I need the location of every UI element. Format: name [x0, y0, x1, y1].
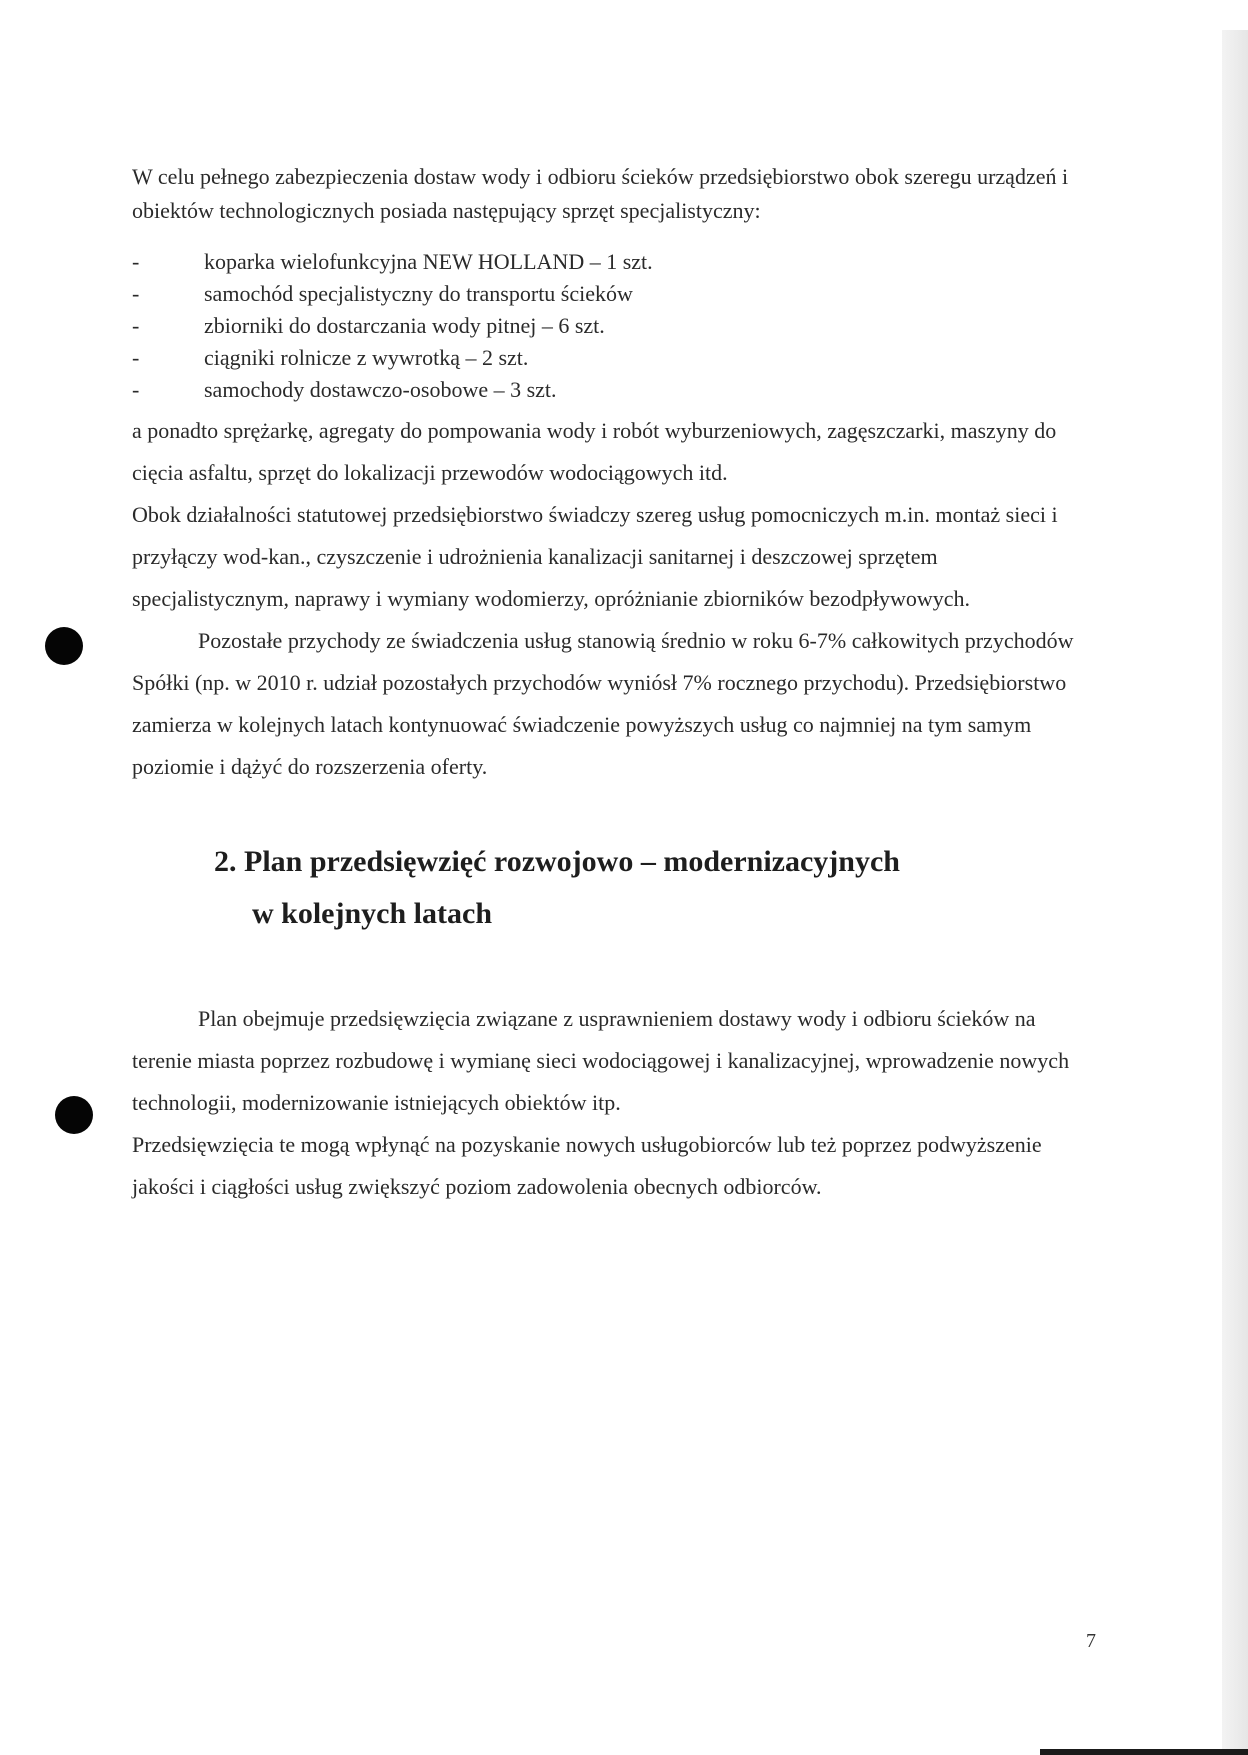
paragraph-effects: Przedsięwzięcia te mogą wpłynąć na pozyskanie nowych usługobiorców lub też poprzez podwyższenie jakości i ciągłości usług zwiększyć poziom zadowolenia obecnych odbiorców. — [132, 1132, 1042, 1199]
paragraph-revenue: Pozostałe przychody ze świadczenia usług stanowią średnio w roku 6-7% całkowitych przychodów Spółki (np. w 2010 r. udział pozostałych przychodów wyniósł 7% rocznego przychodu). Przedsiębiorstwo zamierza w kolejnych latach kontynuować świadczenie powyższych usług co najmniej na tym samym poziomie i dążyć do rozszerzenia oferty. — [132, 628, 1074, 779]
section-title-line1: Plan przedsięwzięć rozwojowo – modernizacyjnych — [244, 845, 900, 878]
punch-hole-bottom — [55, 1096, 93, 1134]
list-item: - samochody dostawczo-osobowe – 3 szt. — [132, 374, 1080, 406]
section-title-line2: w kolejnych latach — [252, 897, 492, 930]
scan-bottom-edge — [1040, 1749, 1248, 1755]
punch-hole-top — [45, 627, 83, 665]
paragraph-services: Obok działalności statutowej przedsiębiorstwo świadczy szereg usług pomocniczych m.in. montaż sieci i przyłączy wod-kan., czyszczenie i udrożnienia kanalizacji sanitarnej i deszczowej sprzętem specjalistycznym, naprawy i wymiany wodomierzy, opróżnianie zbiorników bezodpływowych. — [132, 502, 1058, 611]
list-item: - samochód specjalistyczny do transportu ścieków — [132, 278, 1080, 310]
paragraph-intro: W celu pełnego zabezpieczenia dostaw wody i odbioru ścieków przedsiębiorstwo obok szeregu urządzeń i obiektów technologicznych posiada następujący sprzęt specjalistyczny: — [132, 164, 1069, 223]
document-page — [132, 160, 1080, 1208]
list-item: - koparka wielofunkcyjna NEW HOLLAND – 1 szt. — [132, 246, 1080, 278]
section-number: 2. — [214, 845, 237, 878]
paragraph-additional: a ponadto sprężarkę, agregaty do pompowania wody i robót wyburzeniowych, zagęszczarki, maszyny do cięcia asfaltu, sprzęt do lokalizacji przewodów wodociągowych itd. — [132, 418, 1057, 485]
paragraph-plan: Plan obejmuje przedsięwzięcia związane z usprawnieniem dostawy wody i odbioru ścieków na terenie miasta poprzez rozbudowę i wymianę sieci wodociągowej i kanalizacyjnej, wprowadzenie nowych technologii, modernizowanie istniejących obiektów itp. — [132, 1006, 1070, 1115]
list-item: - ciągniki rolnicze z wywrotką – 2 szt. — [132, 342, 1080, 374]
page-number: 7 — [1086, 1630, 1096, 1652]
scan-page-edge — [1222, 30, 1248, 1755]
equipment-list — [132, 246, 1080, 406]
list-item: - zbiorniki do dostarczania wody pitnej – 6 szt. — [132, 310, 1080, 342]
section-heading — [214, 836, 1080, 940]
